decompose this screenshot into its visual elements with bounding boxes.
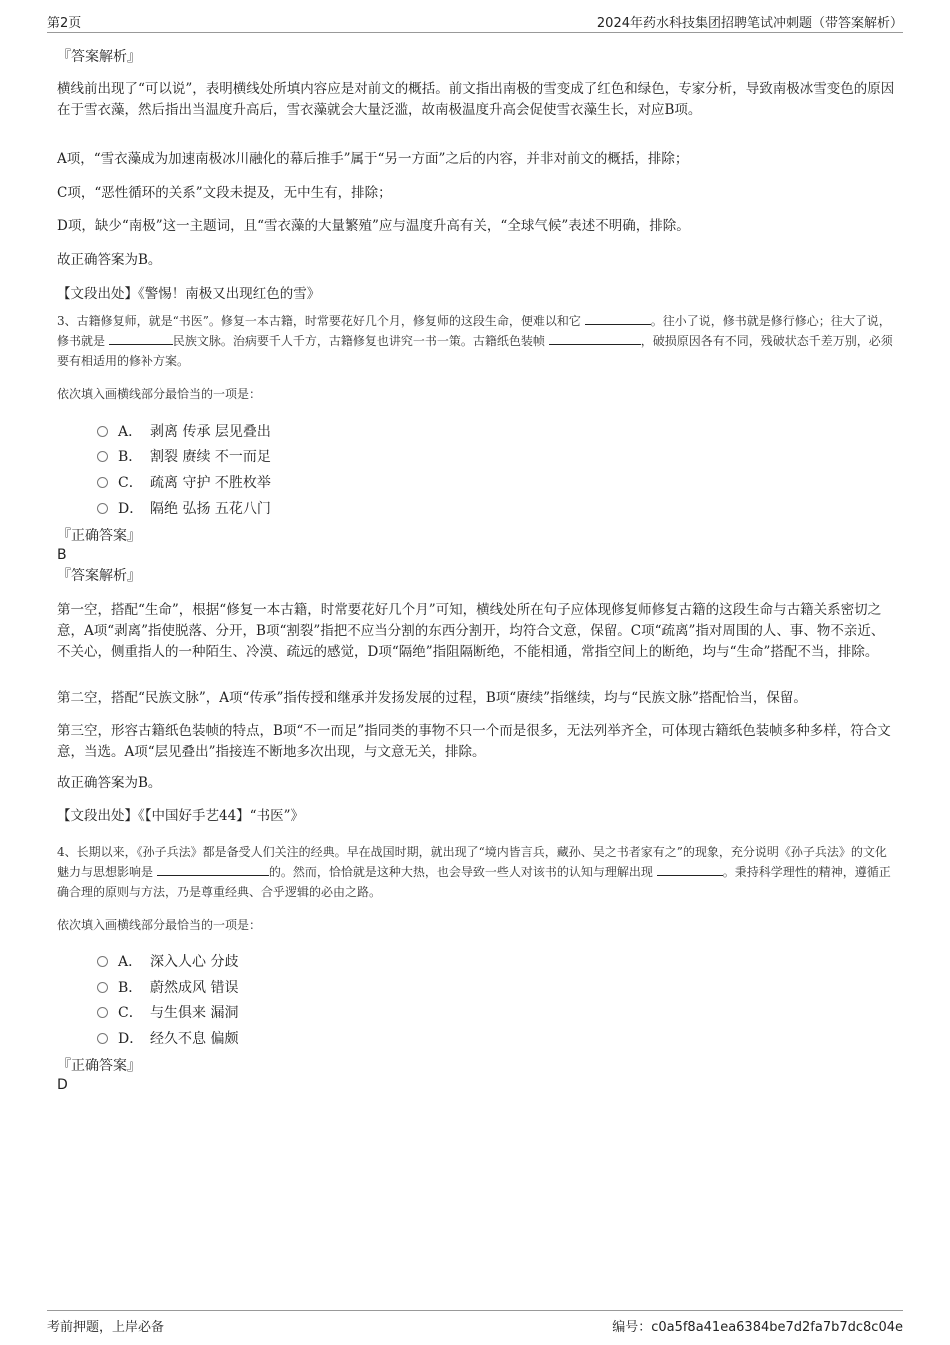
option-letter: D． (118, 501, 144, 517)
q4-option-b[interactable] (97, 977, 238, 997)
option-text: 经久不息 偏颇 (150, 1031, 239, 1047)
page-footer (47, 1310, 903, 1335)
page-header (47, 12, 903, 33)
q4-blank-1 (157, 863, 269, 876)
q4-prompt: 依次填入画横线部分最恰当的一项是： (57, 918, 262, 932)
q4-blank-2 (657, 863, 723, 876)
q4-stem (57, 842, 895, 902)
footer-slogan: 考前押题，上岸必备 (47, 1320, 165, 1335)
option-letter: B． (118, 449, 143, 465)
q2-analysis-p1: 横线前出现了“可以说”，表明横线处所填内容应是对前文的概括。前文指出南极的雪变成了红色和绿色，专家分析，导致南极冰雪变色的原因在于雪衣藻，然后指出当温度升高后，雪衣藻就会大量泛滥，故南极温度升高会促使雪衣藻生长，对应B项。 (57, 81, 895, 118)
option-text: 蔚然成风 错误 (150, 980, 239, 996)
q2-analysis-label: 『答案解析』 (57, 49, 141, 65)
q3-stem-part: 。往小了说，修书就是修行修心；往大了说，修书就是 (57, 314, 891, 348)
q4-stem-part: 的。然而，恰恰就是这种大热，也会导致一些人对该书的认知与理解出现 (268, 865, 653, 879)
radio-icon[interactable] (97, 477, 108, 488)
option-text: 深入人心 分歧 (150, 954, 239, 970)
q2-analysis-p4: D项，缺少“南极”这一主题词，且“雪衣藻的大量繁殖”应与温度升高有关，“全球气候”表述不明确，排除。 (57, 218, 690, 234)
option-letter: A． (118, 424, 143, 440)
q3-blank-1 (585, 312, 651, 325)
option-text: 剥离 传承 层见叠出 (150, 424, 271, 440)
option-letter: B． (118, 980, 143, 996)
option-text: 疏离 守护 不胜枚举 (150, 475, 271, 491)
q2-conclusion: 故正确答案为B。 (57, 252, 162, 268)
q4-answer-label: 『正确答案』 (57, 1058, 141, 1074)
q4-option-a[interactable] (97, 951, 238, 971)
option-letter: A． (118, 954, 143, 970)
q3-stem-part: 3、古籍修复师，就是“书医”。修复一本古籍，时常要花好几个月，修复师的这段生命，便难以和它 (57, 314, 581, 328)
option-text: 与生俱来 漏洞 (150, 1005, 239, 1021)
q2-source: 【文段出处】《警惕！南极又出现红色的雪》 (57, 286, 321, 302)
q3-answer: B (57, 547, 67, 563)
document-code: 编号：c0a5f8a41ea6384be7d2fa7b7dc8c04e (612, 1320, 903, 1335)
radio-icon[interactable] (97, 1007, 108, 1018)
radio-icon[interactable] (97, 956, 108, 967)
option-text: 隔绝 弘扬 五花八门 (150, 501, 271, 517)
q3-option-d[interactable] (97, 498, 271, 518)
document-title: 2024年药水科技集团招聘笔试冲刺题（带答案解析） (596, 16, 903, 31)
radio-icon[interactable] (97, 503, 108, 514)
q3-blank-3 (549, 332, 641, 345)
option-letter: D． (118, 1031, 144, 1047)
radio-icon[interactable] (97, 426, 108, 437)
q3-analysis-label: 『答案解析』 (57, 568, 141, 584)
q4-stem-part: 4、长期以来，《孙子兵法》都是备受人们关注的经典。早在战国时期，就出现了“境内皆言兵，藏孙、吴之书者家有之”的现象，充分说明《孙子兵法》的文化魅力与思想影响是 (57, 845, 887, 879)
radio-icon[interactable] (97, 1033, 108, 1044)
q3-conclusion: 故正确答案为B。 (57, 775, 162, 791)
q3-analysis-p3: 第三空，形容古籍纸色装帧的特点，B项“不一而足”指同类的事物不只一个而是很多，无法列举齐全，可体现古籍纸色装帧多种多样，符合文意，当选。A项“层见叠出”指接连不断地多次出现，与文意无关，排除。 (57, 723, 891, 760)
q3-option-a[interactable] (97, 421, 271, 441)
q3-option-c[interactable] (97, 472, 271, 492)
q3-prompt: 依次填入画横线部分最恰当的一项是： (57, 387, 262, 401)
q4-answer: D (57, 1077, 68, 1093)
q3-answer-label: 『正确答案』 (57, 528, 141, 544)
q2-analysis-p3: C项，“恶性循环的关系”文段未提及，无中生有，排除； (57, 185, 392, 201)
q3-analysis-p2: 第二空，搭配“民族文脉”，A项“传承”指传授和继承并发扬发展的过程，B项“赓续”指继续，均与“民族文脉”搭配恰当，保留。 (57, 690, 807, 706)
q4-option-d[interactable] (97, 1028, 238, 1048)
option-letter: C． (118, 475, 143, 491)
q4-stem-part: 。秉持科学理性的精神，遵循正确合理的原则与方法，乃是尊重经典、合乎逻辑的必由之路。 (57, 865, 891, 899)
q3-stem-part: 民族文脉。治病要千人千方，古籍修复也讲究一书一策。古籍纸色装帧 (172, 334, 545, 348)
radio-icon[interactable] (97, 451, 108, 462)
q3-stem (57, 311, 895, 371)
q2-analysis-p2: A项，“雪衣藻成为加速南极冰川融化的幕后推手”属于“另一方面”之后的内容，并非对前文的概括，排除； (57, 151, 689, 167)
option-text: 割裂 赓续 不一而足 (150, 449, 271, 465)
q3-stem-part: ，破损原因各有不同，残破状态千差万别，必须要有相适用的修补方案。 (57, 334, 893, 368)
option-letter: C． (118, 1005, 143, 1021)
q3-option-b[interactable] (97, 446, 271, 466)
radio-icon[interactable] (97, 982, 108, 993)
q3-blank-2 (109, 332, 173, 345)
q3-source: 【文段出处】《【中国好手艺44】“书医”》 (57, 808, 304, 824)
q4-option-c[interactable] (97, 1002, 238, 1022)
q3-analysis-p1: 第一空，搭配“生命”，根据“修复一本古籍，时常要花好几个月”可知，横线处所在句子应体现修复师修复古籍的这段生命与古籍关系密切之意，A项“剥离”指使脱落、分开，B项“割裂”指把不应当分割的东西分割开，均符合文意，保留。C项“疏离”指对周围的人、事、物不亲近、不关心，侧重指人的一种陌生、冷漠、疏远的感觉，D项“隔绝”指阻隔断绝，不能相通，常指空间上的断绝，均与“生命”搭配不当，排除。 (57, 602, 885, 660)
page-number: 第2页 (47, 16, 82, 31)
